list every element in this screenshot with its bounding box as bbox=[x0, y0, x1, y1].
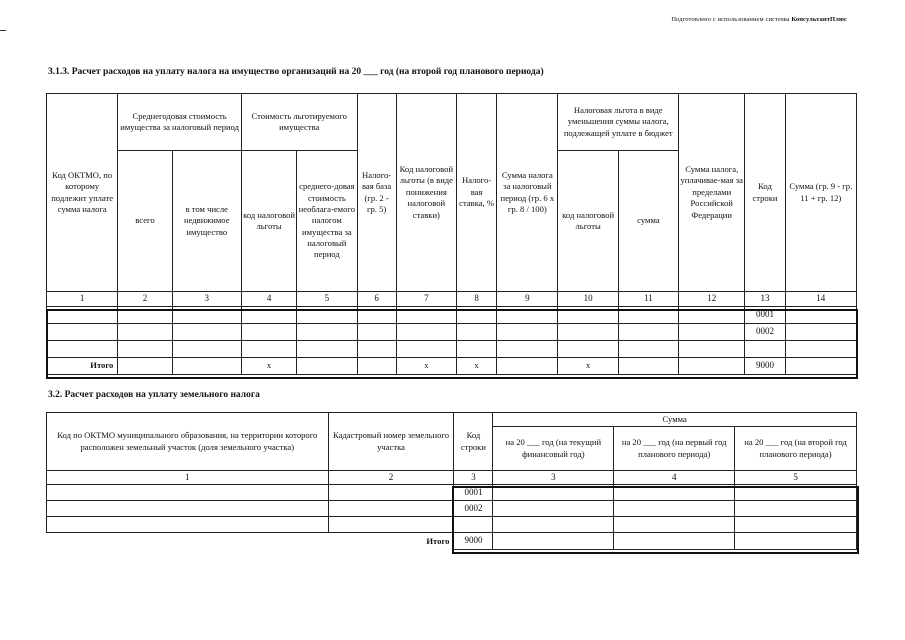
col-num: 7 bbox=[396, 292, 456, 307]
cell-input[interactable] bbox=[618, 341, 678, 358]
header-tax-base: Налого-вая база (гр. 2 - гр. 5) bbox=[357, 94, 396, 292]
cell-input[interactable] bbox=[172, 324, 241, 341]
cell-input[interactable] bbox=[618, 358, 678, 375]
cell-input[interactable] bbox=[618, 324, 678, 341]
header-tax-code: Код налоговой льготы (в виде понижения налоговой ставки) bbox=[396, 94, 456, 292]
cell-input[interactable] bbox=[297, 358, 357, 375]
header-reduction-sum: сумма bbox=[618, 151, 678, 292]
header-year-current: на 20 ___ год (на текущий финансовый год) bbox=[493, 427, 614, 471]
header-reduction-code: код налоговой льготы bbox=[558, 151, 618, 292]
source-note bbox=[671, 16, 847, 23]
total-label: Итого bbox=[426, 535, 450, 546]
cell-input[interactable] bbox=[679, 307, 745, 324]
cell-input[interactable] bbox=[785, 324, 856, 341]
spacer bbox=[47, 533, 329, 550]
table-row bbox=[47, 485, 857, 501]
header-tax-rate: Налого-вая ставка, % bbox=[456, 94, 496, 292]
cell-input[interactable] bbox=[679, 358, 745, 375]
cell-input[interactable] bbox=[785, 307, 856, 324]
table-row bbox=[47, 501, 857, 517]
cell-input[interactable] bbox=[297, 341, 357, 358]
total-code: 9000 bbox=[745, 358, 785, 375]
header-avg-value: Среднегодовая стоимость имущества за налоговый период bbox=[118, 94, 242, 151]
col-num: 4 bbox=[614, 471, 735, 485]
column-numbers-row bbox=[47, 292, 857, 307]
cell-input[interactable] bbox=[679, 341, 745, 358]
total-row bbox=[47, 533, 857, 550]
header-reduction: Налоговая льгота в виде уменьшения суммы налога, подлежащей уплате в бюджет bbox=[558, 94, 679, 151]
cell-input[interactable] bbox=[328, 485, 454, 501]
col-num: 2 bbox=[328, 471, 454, 485]
cell-input[interactable] bbox=[614, 533, 735, 550]
cell-input[interactable] bbox=[297, 307, 357, 324]
total-label: Итого bbox=[47, 358, 118, 375]
cell-input[interactable] bbox=[456, 324, 496, 341]
table-row bbox=[47, 517, 857, 533]
header-sum-group: Сумма bbox=[493, 413, 857, 427]
cell-input[interactable] bbox=[47, 501, 329, 517]
cell-input[interactable] bbox=[735, 485, 857, 501]
cell-input[interactable] bbox=[47, 517, 329, 533]
cell-input[interactable] bbox=[558, 324, 618, 341]
header-tax-sum: Сумма налога за налоговый период (гр. 6 х гр. 8 / 100) bbox=[497, 94, 558, 292]
col-num: 3 bbox=[454, 471, 493, 485]
col-num: 10 bbox=[558, 292, 618, 307]
col-num: 9 bbox=[497, 292, 558, 307]
cell-input[interactable] bbox=[735, 517, 857, 533]
cell-input[interactable] bbox=[493, 485, 614, 501]
header-cadastral: Кадастровый номер земельного участка bbox=[328, 413, 454, 471]
header-avg-nontaxable: среднего-довая стоимость необлага-емого налогом имущества за налоговый период bbox=[297, 151, 357, 292]
cell-input[interactable] bbox=[328, 501, 454, 517]
not-applicable-mark: x bbox=[396, 358, 456, 375]
cell-input[interactable] bbox=[735, 533, 857, 550]
cell-input[interactable] bbox=[396, 341, 456, 358]
table-row bbox=[47, 341, 857, 358]
source-note-brand: КонсультантПлюс bbox=[791, 16, 847, 23]
cell-input[interactable] bbox=[614, 485, 735, 501]
header-benefit-value: Стоимость льготируемого имущества bbox=[241, 94, 357, 151]
row-code: 0001 bbox=[454, 485, 493, 501]
cell-input[interactable] bbox=[47, 341, 118, 358]
cell-input[interactable] bbox=[328, 517, 454, 533]
not-applicable-mark: x bbox=[456, 358, 496, 375]
cell-input[interactable] bbox=[241, 341, 296, 358]
col-num: 1 bbox=[47, 471, 329, 485]
cell-input[interactable] bbox=[493, 533, 614, 550]
cell-input[interactable] bbox=[785, 358, 856, 375]
col-num: 5 bbox=[297, 292, 357, 307]
header-row-code: Код строки bbox=[745, 94, 785, 292]
section1-title: 3.1.3. Расчет расходов на уплату налога на имущество организаций на 20 ___ год (на второй год планового периода) bbox=[48, 67, 544, 77]
not-applicable-mark: x bbox=[558, 358, 618, 375]
cell-input[interactable] bbox=[497, 324, 558, 341]
col-num: 3 bbox=[493, 471, 614, 485]
col-num: 14 bbox=[785, 292, 856, 307]
header-land-row-code: Код строки bbox=[454, 413, 493, 471]
row-code: 0001 bbox=[745, 307, 785, 324]
cell-input[interactable] bbox=[679, 324, 745, 341]
header-benefit-code: код налоговой льготы bbox=[241, 151, 296, 292]
col-num: 3 bbox=[172, 292, 241, 307]
cell-input[interactable] bbox=[357, 358, 396, 375]
col-num: 11 bbox=[618, 292, 678, 307]
cell-input[interactable] bbox=[558, 307, 618, 324]
cell-input[interactable] bbox=[497, 341, 558, 358]
cell-input[interactable] bbox=[558, 341, 618, 358]
cell-input[interactable] bbox=[357, 341, 396, 358]
cell-input[interactable] bbox=[118, 341, 172, 358]
cell-input[interactable] bbox=[357, 324, 396, 341]
cell-input[interactable] bbox=[172, 307, 241, 324]
total-code: 9000 bbox=[454, 533, 493, 550]
cell-input[interactable] bbox=[497, 307, 558, 324]
cell-input[interactable] bbox=[241, 307, 296, 324]
col-num: 5 bbox=[735, 471, 857, 485]
header-year-first: на 20 ___ год (на первый год планового периода) bbox=[614, 427, 735, 471]
header-year-second: на 20 ___ год (на второй год планового периода) bbox=[735, 427, 857, 471]
cell-input[interactable] bbox=[172, 341, 241, 358]
source-note-prefix: Подготовлено с использованием системы bbox=[671, 16, 790, 23]
cell-input[interactable] bbox=[456, 307, 496, 324]
row-code bbox=[454, 517, 493, 533]
row-code: 0002 bbox=[454, 501, 493, 517]
cell-input[interactable] bbox=[493, 501, 614, 517]
col-num: 12 bbox=[679, 292, 745, 307]
not-applicable-mark: x bbox=[241, 358, 296, 375]
col-num: 8 bbox=[456, 292, 496, 307]
header-land-oktmo: Код по ОКТМО муниципального образования, на территории которого расположен земельный участок (доля земельного участка) bbox=[47, 413, 329, 471]
cell-input[interactable] bbox=[614, 501, 735, 517]
row-code: 0002 bbox=[745, 324, 785, 341]
row-code bbox=[745, 341, 785, 358]
cell-input[interactable] bbox=[497, 358, 558, 375]
col-num: 6 bbox=[357, 292, 396, 307]
cell-input[interactable] bbox=[118, 358, 172, 375]
header-total: всего bbox=[118, 151, 172, 292]
cell-input[interactable] bbox=[493, 517, 614, 533]
col-num: 13 bbox=[745, 292, 785, 307]
cell-input[interactable] bbox=[618, 307, 678, 324]
cell-input[interactable] bbox=[118, 307, 172, 324]
header-total-sum: Сумма (гр. 9 - гр. 11 + гр. 12) bbox=[785, 94, 856, 292]
land-tax-table bbox=[46, 412, 857, 550]
header-real-estate: в том числе недвижимое имущество bbox=[172, 151, 241, 292]
cell-input[interactable] bbox=[118, 324, 172, 341]
cell-input[interactable] bbox=[735, 501, 857, 517]
margin-mark bbox=[0, 30, 6, 31]
total-row bbox=[47, 358, 857, 375]
col-num: 4 bbox=[241, 292, 296, 307]
header-payable-abroad: Сумма налога, уплачивае-мая за пределами Российской Федерации bbox=[679, 94, 745, 292]
cell-input[interactable] bbox=[241, 324, 296, 341]
cell-input[interactable] bbox=[297, 324, 357, 341]
cell-input[interactable] bbox=[47, 485, 329, 501]
column-numbers-row bbox=[47, 471, 857, 485]
col-num: 2 bbox=[118, 292, 172, 307]
table-row bbox=[47, 307, 857, 324]
header-oktmo: Код ОКТМО, по которому подлежит уплате сумма налога bbox=[47, 94, 118, 292]
table-row bbox=[47, 324, 857, 341]
cell-input[interactable] bbox=[396, 307, 456, 324]
cell-input[interactable] bbox=[396, 324, 456, 341]
section2-title: 3.2. Расчет расходов на уплату земельного налога bbox=[48, 390, 260, 400]
cell-input[interactable] bbox=[785, 341, 856, 358]
cell-input[interactable] bbox=[172, 358, 241, 375]
col-num: 1 bbox=[47, 292, 118, 307]
cell-input[interactable] bbox=[357, 307, 396, 324]
cell-input[interactable] bbox=[47, 307, 118, 324]
cell-input[interactable] bbox=[47, 324, 118, 341]
property-tax-table bbox=[46, 93, 857, 375]
cell-input[interactable] bbox=[456, 341, 496, 358]
cell-input[interactable] bbox=[614, 517, 735, 533]
